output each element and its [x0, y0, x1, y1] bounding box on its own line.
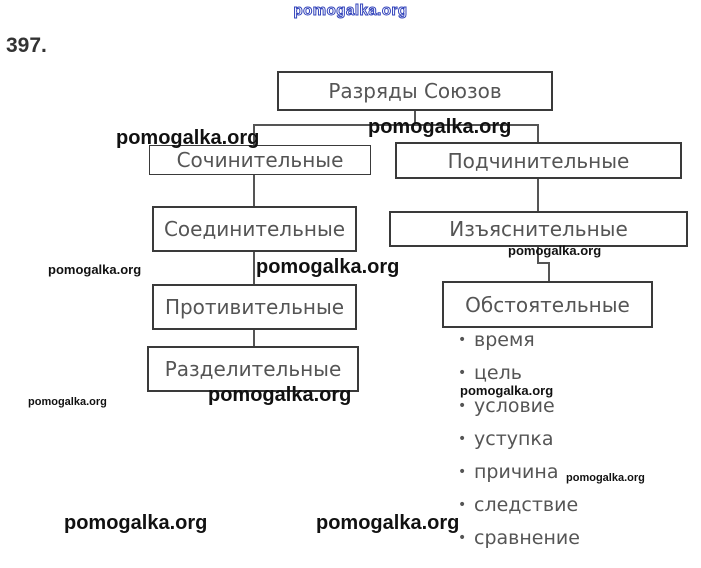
list-item-label: уступка — [474, 428, 554, 450]
list-item — [458, 423, 580, 456]
left-child-box: Разделительные — [147, 346, 359, 392]
bullet-icon: • — [458, 365, 467, 381]
left-child-box: Противительные — [152, 284, 357, 330]
site-header-logo: pomogalka.org — [293, 2, 408, 19]
right-child-box: Изъяснительные — [389, 211, 688, 247]
connector-to-right-branch — [537, 124, 539, 144]
list-item-label: сравнение — [474, 527, 580, 549]
left-child-box: Соединительные — [152, 206, 357, 252]
watermark: pomogalka.org — [64, 512, 208, 534]
right-branch-box: Подчинительные — [395, 142, 682, 179]
list-item-label: цель — [474, 362, 522, 384]
watermark: pomogalka.org — [368, 116, 512, 138]
bullet-icon: • — [458, 530, 467, 546]
list-item — [458, 489, 580, 522]
watermark: pomogalka.org — [508, 243, 602, 258]
watermark: pomogalka.org — [460, 383, 554, 398]
problem-number: 397. — [6, 34, 47, 57]
watermark: pomogalka.org — [316, 512, 460, 534]
bullet-icon: • — [458, 332, 467, 348]
list-item-label: условие — [474, 395, 555, 417]
root-box: Разряды Союзов — [277, 71, 553, 111]
bullet-icon: • — [458, 398, 467, 414]
watermark: pomogalka.org — [28, 396, 107, 408]
list-item-label: причина — [474, 461, 559, 483]
bullet-icon: • — [458, 464, 467, 480]
watermark: pomogalka.org — [566, 472, 645, 484]
connector-right-1 — [537, 177, 539, 213]
list-item-label: следствие — [474, 494, 579, 516]
right-child-box: Обстоятельные — [442, 281, 653, 328]
list-item — [458, 324, 580, 357]
bullet-icon: • — [458, 431, 467, 447]
list-item — [458, 522, 580, 555]
subtype-list — [458, 324, 580, 555]
connector-right-4 — [548, 262, 550, 282]
watermark: pomogalka.org — [116, 127, 260, 149]
bullet-icon: • — [458, 497, 467, 513]
list-item-label: время — [474, 329, 535, 351]
watermark: pomogalka.org — [208, 384, 352, 406]
left-branch-box: Сочинительные — [149, 145, 371, 175]
watermark: pomogalka.org — [256, 256, 400, 278]
watermark: pomogalka.org — [48, 262, 142, 277]
list-item — [458, 456, 580, 489]
